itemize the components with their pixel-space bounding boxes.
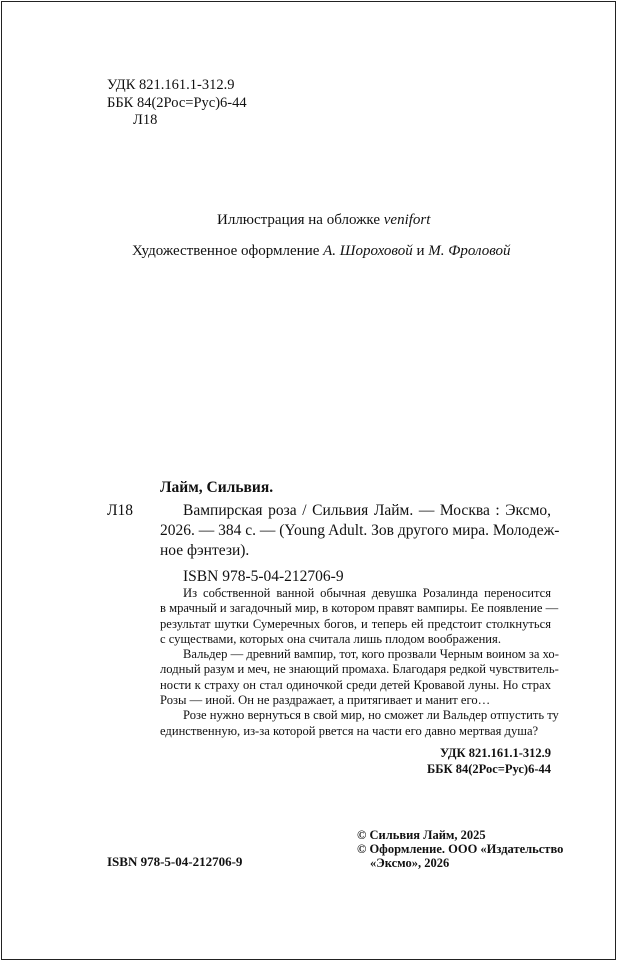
- designer-name-2: М. Фроловой: [428, 243, 511, 259]
- footer-isbn: ISBN 978-5-04-212706-9: [107, 854, 243, 869]
- annotation-line: Розы — иной. Он не раздражает, а притягивает и манит его…: [160, 693, 491, 708]
- copyright-design: © Оформление. ООО «Издательство: [357, 842, 564, 856]
- copyright-author: © Сильвия Лайм, 2025: [357, 828, 486, 842]
- illustration-label: Иллюстрация на обложке: [217, 212, 384, 228]
- annotation-line: результат шутки Сумеречных богов, и теперь ей предстоит столкнуться: [160, 616, 551, 631]
- illustration-credit: [217, 212, 430, 229]
- author-mark: Л18: [133, 112, 158, 128]
- annotation-line: Вальдер — древний вампир, тот, кого прозвали Черным воином за хо-: [183, 647, 559, 662]
- catalog-line: 2026. — 384 с. — (Young Adult. Зов другого мира. Молодеж-: [160, 522, 560, 539]
- illustrator-name: venifort: [383, 212, 431, 228]
- annotation-line: лодный разум и меч, не знающий промаха. Благодаря редкой чувствитель-: [160, 662, 559, 677]
- design-label: Художественное оформление: [132, 243, 324, 259]
- udk-code: УДК 821.161.1-312.9: [107, 77, 235, 93]
- annotation-udk: УДК 821.161.1-312.9: [440, 746, 551, 760]
- annotation-line: с существами, которых она считала лишь плодом воображения.: [160, 631, 501, 646]
- annotation-line: Розе нужно вернуться в свой мир, но сможет ли Вальдер отпустить ту: [183, 708, 559, 723]
- annotation-bbk: ББК 84(2Рос=Рус)6-44: [427, 762, 551, 776]
- bbk-code: ББК 84(2Рос=Рус)6-44: [107, 95, 247, 111]
- catalog-line: ное фэнтези).: [160, 542, 250, 559]
- design-and: и: [412, 243, 429, 259]
- annotation: [160, 586, 559, 739]
- annotation-line: единственную, из-за которой рвется на части его давно мертвая душа?: [160, 723, 539, 738]
- annotation-line: ности к страху он стал одиночкой среди детей Кровавой луны. Но страх: [160, 677, 551, 692]
- page-border: [1, 1, 616, 960]
- annotation-line: в мрачный и загадочный мир, в котором правят вампиры. Ее появление —: [160, 601, 559, 616]
- design-credit: [132, 243, 511, 260]
- copyright-publisher: «Эксмо», 2026: [370, 856, 450, 870]
- catalog-isbn: ISBN 978-5-04-212706-9: [183, 568, 344, 585]
- catalog-author: Лайм, Сильвия.: [160, 479, 274, 496]
- catalog-line: Вампирская роза / Сильвия Лайм. — Москва : Эксмо,: [183, 502, 551, 519]
- annotation-line: Из собственной ванной обычная девушка Розалинда переносится: [183, 586, 551, 600]
- catalog-description: [160, 501, 560, 561]
- catalog-mark: Л18: [107, 502, 134, 519]
- designer-name-1: А. Шороховой: [323, 243, 413, 259]
